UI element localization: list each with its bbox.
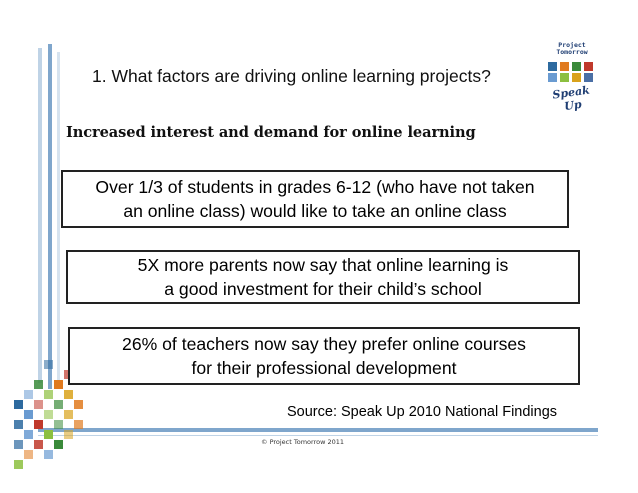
mosaic-square xyxy=(64,390,73,399)
logo-square xyxy=(572,62,581,71)
mosaic-square xyxy=(34,440,43,449)
mosaic-square xyxy=(44,450,53,459)
mosaic-square xyxy=(64,430,73,439)
logo-square xyxy=(584,73,593,82)
logo-square xyxy=(560,73,569,82)
mosaic-square xyxy=(54,400,63,409)
logo-speak-up: Speak Up xyxy=(551,83,591,114)
mosaic-square xyxy=(54,380,63,389)
copyright-note: © Project Tomorrow 2011 xyxy=(261,438,345,446)
logo-square xyxy=(548,62,557,71)
slide-subtitle: Increased interest and demand for online learning xyxy=(66,124,476,141)
project-tomorrow-logo xyxy=(540,41,604,114)
decorative-rule xyxy=(38,428,598,432)
mosaic-square xyxy=(14,440,23,449)
decorative-line xyxy=(57,52,60,382)
logo-square xyxy=(548,73,557,82)
finding-line: 5X more parents now say that online learning is xyxy=(137,255,509,275)
mosaic-square xyxy=(44,360,53,369)
decorative-line xyxy=(48,44,52,389)
slide-title: 1. What factors are driving online learning projects? xyxy=(92,66,491,86)
source-note: Source: Speak Up 2010 National Findings xyxy=(287,404,558,420)
finding-box xyxy=(68,327,580,385)
mosaic-square xyxy=(24,410,33,419)
mosaic-square xyxy=(44,430,53,439)
mosaic-square xyxy=(14,420,23,429)
finding-line: a good investment for their child’s school xyxy=(164,279,482,299)
mosaic-square xyxy=(74,420,83,429)
logo-line2: Tomorrow xyxy=(556,48,588,56)
mosaic-square xyxy=(24,450,33,459)
mosaic-square xyxy=(54,440,63,449)
logo-text xyxy=(547,42,597,56)
mosaic-square xyxy=(24,390,33,399)
logo-line1: Project xyxy=(558,41,586,49)
mosaic-square xyxy=(54,420,63,429)
logo-square xyxy=(572,73,581,82)
finding-box xyxy=(66,250,580,304)
mosaic-square xyxy=(44,410,53,419)
logo-square xyxy=(560,62,569,71)
finding-box xyxy=(61,170,569,228)
logo-square xyxy=(584,62,593,71)
mosaic-square xyxy=(34,420,43,429)
mosaic-square xyxy=(14,400,23,409)
mosaic-square xyxy=(74,400,83,409)
finding-line: 26% of teachers now say they prefer online courses xyxy=(122,334,526,354)
mosaic-square xyxy=(34,380,43,389)
decorative-line xyxy=(38,48,42,383)
mosaic-square xyxy=(44,390,53,399)
finding-line: for their professional development xyxy=(191,358,457,378)
finding-line: Over 1/3 of students in grades 6-12 (who have not taken xyxy=(95,177,535,197)
decorative-rule xyxy=(38,435,598,436)
mosaic-square xyxy=(24,430,33,439)
mosaic-square xyxy=(14,460,23,469)
mosaic-square xyxy=(34,400,43,409)
mosaic-square xyxy=(64,410,73,419)
finding-line: an online class) would like to take an online class xyxy=(123,201,507,221)
